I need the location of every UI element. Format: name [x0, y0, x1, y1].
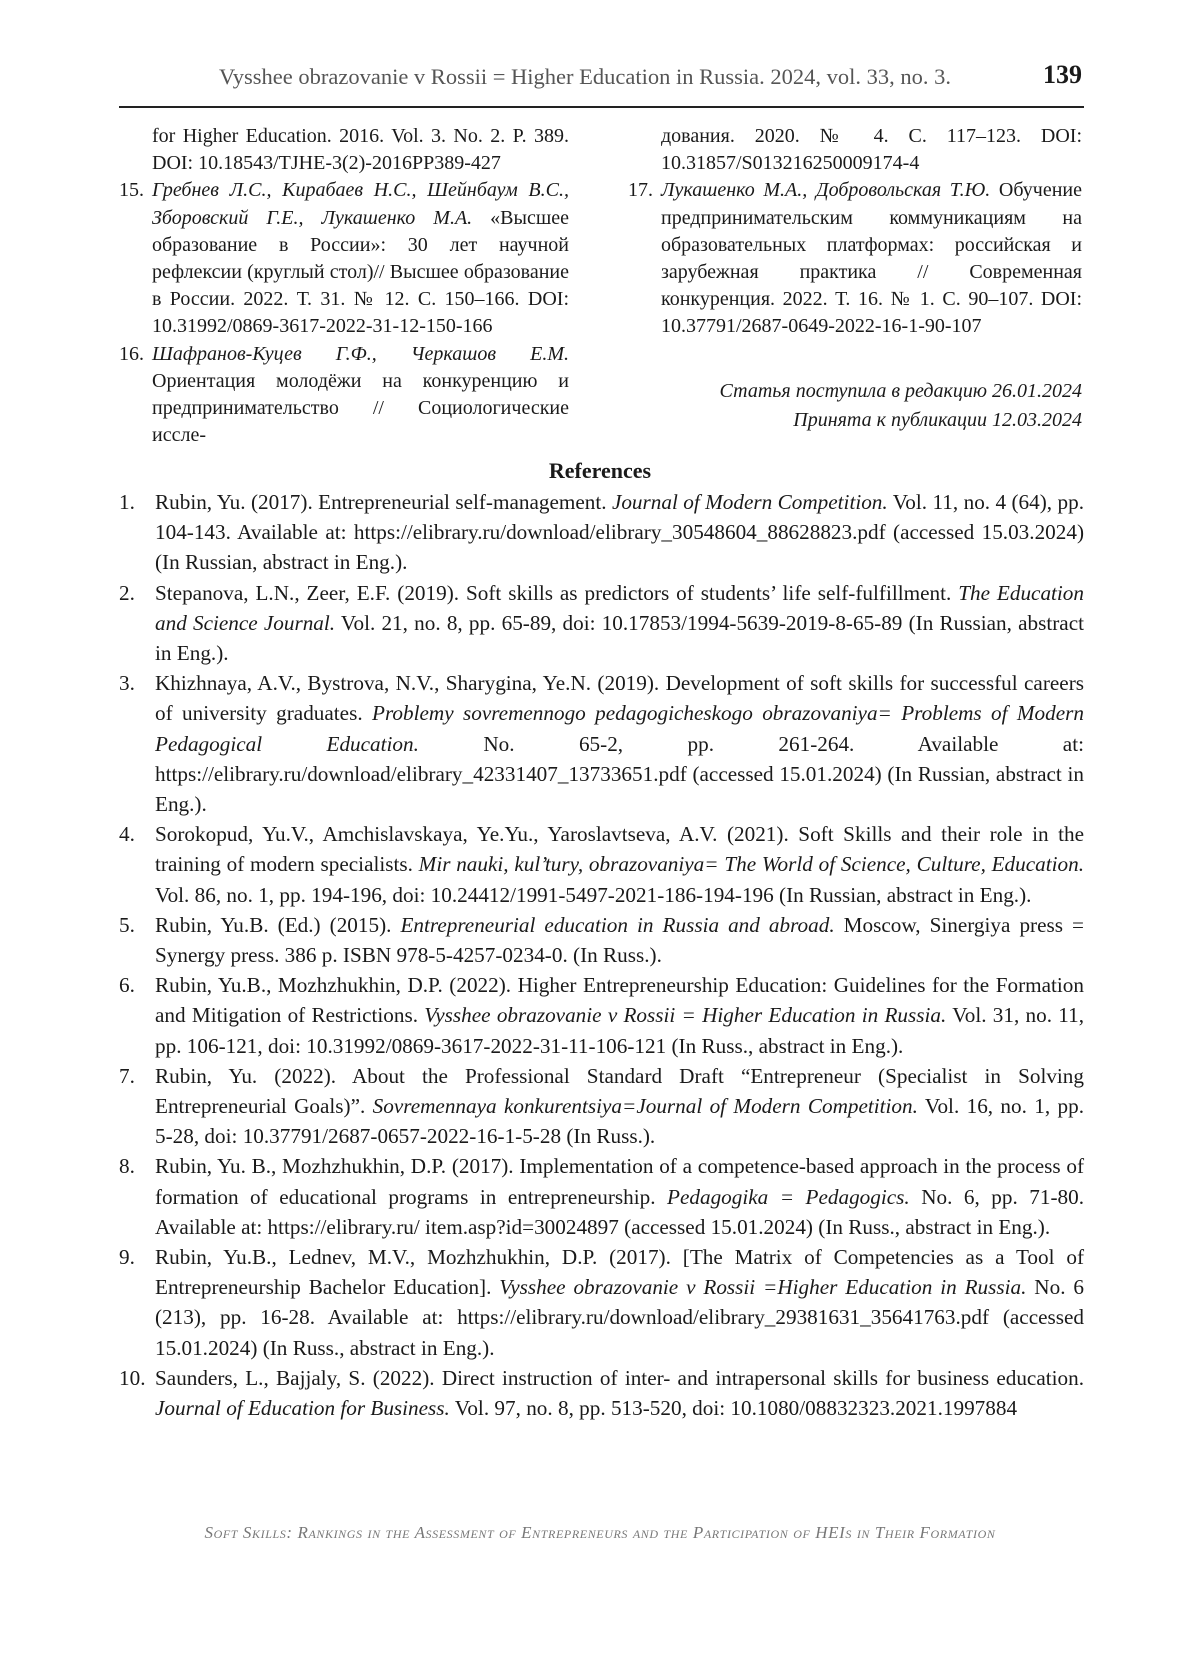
- reference-text: дования. 2020. № 4. С. 117–123. DOI: 10.31857/S013216250009174-4: [661, 125, 1082, 175]
- reference-source: Sovremennaya konkurentsiya=Journal of Modern Competition.: [372, 1094, 918, 1119]
- reference-text: Stepanova, L.N., Zeer, E.F. (2019). Soft skills as predictors of students’ life self-fulfillment.: [155, 580, 959, 605]
- reference-number: 3.: [119, 671, 135, 696]
- russian-reference-15: [119, 177, 569, 340]
- reference-source: Vysshee obrazovanie v Rossii =Higher Education in Russia.: [499, 1275, 1027, 1300]
- reference-number: 17.: [628, 179, 653, 202]
- reference-number: 1.: [119, 490, 135, 514]
- reference-details: Vol. 31, no. 11, pp. 106-121, doi: 10.31992/0869-3617-2022-31-11-106-121 (In Russ., abstract in Eng.).: [155, 1003, 1084, 1058]
- reference-number: 7.: [119, 1063, 135, 1088]
- reference-source: Journal of Modern Competition.: [611, 490, 888, 514]
- received-date: Статья поступила в редакцию 26.01.2024: [719, 380, 1082, 402]
- reference-number: 10.: [119, 1365, 146, 1390]
- reference-text: Rubin, Yu. (2022). About the Professional Standard Draft “Entrepreneur (Specialist in Solving Entrepreneurial Goals)”.: [155, 1063, 1084, 1119]
- reference-text: Обучение предпринимательским коммуникациям на образовательных платформах: российская и зарубежная практика // Современная конкуренция. 2022. Т. 16. № 1. С. 90–107. DOI: 10.37791/2687-0649-2022-16-1-90-107: [661, 179, 1083, 338]
- russian-reference-16-continued: [628, 123, 1082, 177]
- journal-title: Vysshee obrazovanie v Rossii = Higher Education in Russia. 2024, vol. 33, no. 3.: [219, 64, 951, 89]
- reference-text: for Higher Education. 2016. Vol. 3. No. 2. P. 389. DOI: 10.18543/TJHE-3(2)-2016PP389-427: [152, 125, 569, 175]
- reference-number: 4.: [119, 822, 135, 847]
- reference-5: [119, 910, 1084, 970]
- reference-number: 16.: [119, 342, 144, 365]
- references-heading: References: [548, 458, 652, 483]
- page-number: 139: [1043, 60, 1082, 89]
- reference-details: Vol. 86, no. 1, pp. 194-196, doi: 10.24412/1991-5497-2021-186-194-196 (In Russian, abstract in Eng.).: [155, 882, 1032, 907]
- reference-details: Vol. 97, no. 8, pp. 513-520, doi: 10.1080/08832323.2021.1997884: [449, 1396, 1018, 1421]
- reference-number: 6.: [119, 973, 135, 998]
- reference-text: Khizhnaya, A.V., Bystrova, N.V., Sharygina, Ye.N. (2019). Development of soft skills for successful careers of university graduates.: [155, 671, 1084, 726]
- references-list: [119, 487, 1084, 1423]
- reference-number: 5.: [119, 912, 135, 937]
- reference-details: Vol. 11, no. 4 (64), pp. 104-143. Available at: https://elibrary.ru/download/elibrary_30548604_88628823.pdf (accessed 15.03.2024) (In Russian, abstract in Eng.).: [155, 490, 1084, 575]
- reference-source: Problemy sovremennogo pedagogicheskogo obrazovaniya= Problems of Modern Pedagogical Education.: [155, 701, 1084, 756]
- reference-text: Rubin, Yu.B., Mozhzhukhin, D.P. (2022). Higher Entrepreneurship Education: Guidelines for the Formation and Mitigation of Restrictions.: [155, 973, 1084, 1028]
- reference-2: [119, 578, 1084, 669]
- reference-number: 9.: [119, 1245, 135, 1270]
- reference-6: [119, 970, 1084, 1061]
- reference-source: Journal of Education for Business.: [155, 1396, 450, 1421]
- reference-1: [119, 487, 1084, 578]
- russian-references-left-column: [119, 123, 569, 449]
- reference-4: [119, 819, 1084, 910]
- russian-reference-14-continued: [119, 123, 569, 177]
- accepted-date: Принята к публикации 12.03.2024: [793, 409, 1082, 431]
- reference-number: 15.: [119, 179, 144, 202]
- reference-authors: Лукашенко М.А., Добровольская Т.Ю.: [661, 179, 991, 202]
- reference-9: [119, 1242, 1084, 1363]
- reference-details: Vol. 21, no. 8, pp. 65-89, doi: 10.17853/1994-5639-2019-8-65-89 (In Russian, abstract in Eng.).: [155, 610, 1084, 666]
- reference-authors: Гребнев Л.С., Кирабаев Н.С., Шейнбаум В.С., Зборовский Г.Е., Лукашенко М.А.: [152, 179, 569, 229]
- reference-text: Saunders, L., Bajjaly, S. (2022). Direct instruction of inter- and intrapersonal skills for business education.: [155, 1365, 1084, 1390]
- reference-source: Vysshee obrazovanie v Rossii = Higher Education in Russia.: [424, 1003, 947, 1028]
- reference-text: Sorokopud, Yu.V., Amchislavskaya, Ye.Yu., Yaroslavtseva, A.V. (2021). Soft Skills and their role in the training of modern specialists.: [155, 822, 1084, 877]
- reference-details: Moscow, Sinergiya press = Synergy press. 386 p. ISBN 978-5-4257-0234-0. (In Russ.).: [155, 912, 1084, 968]
- reference-source: Mir nauki, kul’tury, obrazovaniya= The World of Science, Culture, Education.: [418, 852, 1084, 877]
- reference-source: Entrepreneurial education in Russia and abroad.: [400, 912, 835, 937]
- reference-text: Ориентация молодёжи на конкуренцию и предпринимательство // Социологические иссле-: [152, 369, 569, 447]
- reference-authors: Шафранов-Куцев Г.Ф., Черкашов Е.М.: [152, 342, 569, 365]
- reference-details: Vol. 16, no. 1, pp. 5-28, doi: 10.37791/2687-0657-2022-16-1-5-28 (In Russ.).: [155, 1094, 1085, 1149]
- reference-source: Pedagogika = Pedagogics.: [667, 1184, 910, 1209]
- reference-text: Rubin, Yu. (2017). Entrepreneurial self-management.: [155, 490, 612, 514]
- reference-text: «Высшее образование в России»: 30 лет научной рефлексии (круглый стол)// Высшее образование в России. 2022. Т. 31. № 12. С. 150–166. DOI: 10.31992/0869-3617-2022-31-12-150-166: [152, 206, 569, 338]
- reference-8: [119, 1151, 1084, 1242]
- reference-7: [119, 1061, 1084, 1152]
- reference-details: No. 6, pp. 71-80. Available at: https://elibrary.ru/ item.asp?id=30024897 (accessed 15.01.2024) (In Russ., abstract in Eng.).: [155, 1184, 1084, 1239]
- reference-source: The Education and Science Journal.: [155, 580, 1084, 635]
- reference-text: Rubin, Yu.B., Lednev, M.V., Mozhzhukhin, D.P. (2017). [The Matrix of Competencies as a Tool of Entrepreneurship Bachelor Education].: [155, 1245, 1084, 1300]
- reference-number: 8.: [119, 1154, 135, 1179]
- russian-reference-16: [119, 341, 569, 450]
- reference-10: [119, 1363, 1084, 1423]
- reference-details: No. 65-2, pp. 261-264. Available at: https://elibrary.ru/download/elibrary_42331407_13733651.pdf (accessed 15.01.2024) (In Russian, abstract in Eng.).: [155, 731, 1084, 817]
- reference-number: 2.: [119, 580, 135, 605]
- reference-3: [119, 668, 1084, 819]
- russian-references-right-column: [628, 123, 1082, 341]
- reference-text: Rubin, Yu. B., Mozhzhukhin, D.P. (2017). Implementation of a competence-based approach in the process of formation of educational programs in entrepreneurship.: [155, 1154, 1084, 1209]
- running-title-footer: Soft Skills: Rankings in the Assessment of Entrepreneurs and the Participation of HEIs in Their Formation: [204, 1523, 996, 1542]
- reference-text: Rubin, Yu.B. (Ed.) (2015).: [155, 912, 401, 937]
- page-header: [119, 56, 1084, 108]
- reference-details: No. 6 (213), pp. 16-28. Available at: https://elibrary.ru/download/elibrary_29381631_35641763.pdf (accessed 15.01.2024) (In Russ., abstract in Eng.).: [155, 1275, 1084, 1360]
- russian-reference-17: [628, 177, 1082, 340]
- article-dates: [720, 377, 1082, 435]
